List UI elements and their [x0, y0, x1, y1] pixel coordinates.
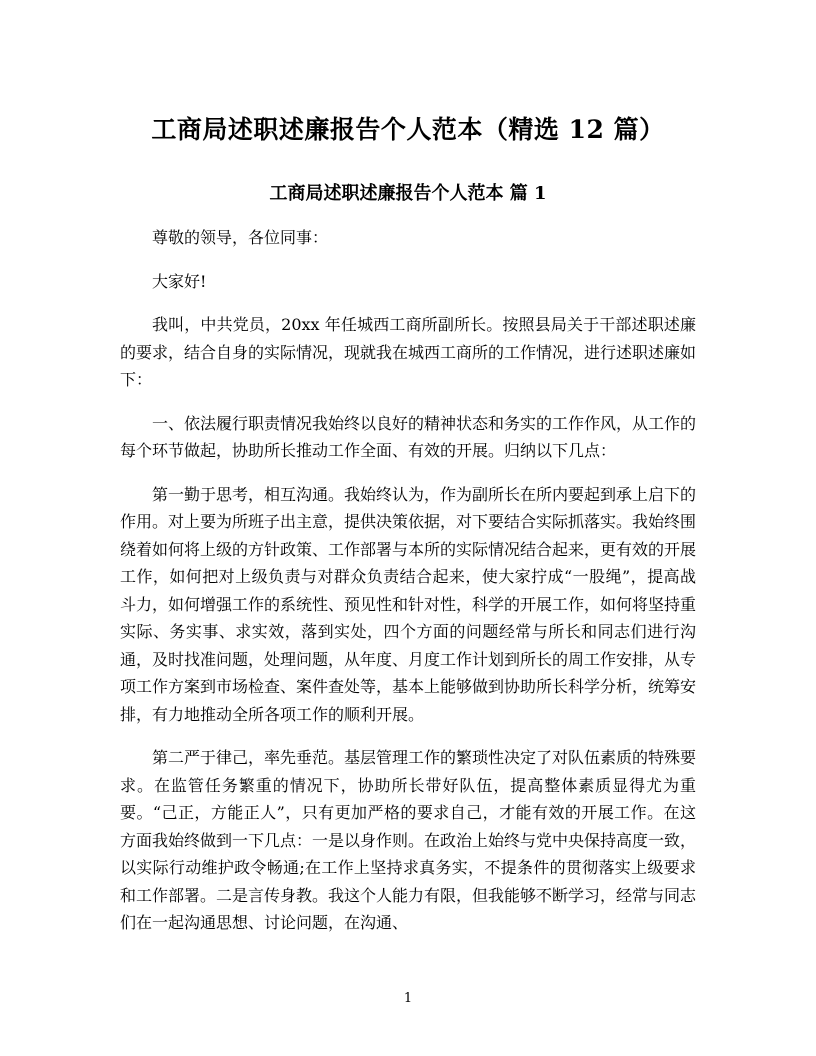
document-title: 工商局述职述廉报告个人范本（精选 12 篇）	[151, 115, 665, 144]
page-number: 1	[403, 991, 413, 1006]
greeting-paragraph: 大家好!	[152, 271, 207, 291]
duty-overview-paragraph: 一、依法履行职责情况我始终以良好的精神状态和务实的工作作风，从工作的每个环节做起，协助所长推动工作全面、有效的开展。归纳以下几点：	[120, 413, 697, 460]
salutation-paragraph: 尊敬的领导，各位同事：	[152, 228, 329, 247]
section-title: 工商局述职述廉报告个人范本 篇 1	[269, 183, 547, 204]
point-one-paragraph: 第一勤于思考，相互沟通。我始终认为，作为副所长在所内要起到承上启下的作用。对上要为所班子出主意，提供决策依据，对下要结合实际抓落实。我始终围绕着如何将上级的方针政策、工作部署与本所的实际情况结合起来，更有效的开展工作，如何把对上级负责与对群众负责结合起来，使大家拧成“一股绳”，提高战斗力，如何增强工作的系统性、预见性和针对性，科学的开展工作，如何将坚持重实际、务实事、求实效，落到实处，四个方面的问题经常与所长和同志们进行沟通，及时找准问题，处理问题，从年度、月度工作计划到所长的周工作安排，从专项工作方案到市场检查、案件查处等，基本上能够做到协助所长科学分析，统筹安排，有力地推动全所各项工作的顺利开展。	[120, 484, 697, 724]
intro-paragraph: 我叫，中共党员，20xx 年任城西工商所副所长。按照县局关于干部述职述廉的要求，结合自身的实际情况，现就我在城西工商所的工作情况，进行述职述廉如下：	[120, 315, 697, 389]
document-body	[120, 224, 696, 953]
point-two-paragraph: 第二严于律己，率先垂范。基层管理工作的繁琐性决定了对队伍素质的特殊要求。在监管任务繁重的情况下，协助所长带好队伍，提高整体素质显得尤为重要。“己正，方能正人”，只有更加严格的要求自己，才能有效的开展工作。在这方面我始终做到一下几点：一是以身作则。在政治上始终与党中央保持高度一致，以实际行动维护政令畅通;在工作上坚持求真务实，不提条件的贯彻落实上级要求和工作部署。二是言传身教。我这个人能力有限，但我能够不断学习，经常与同志们在一起沟通思想、讨论问题，在沟通、	[120, 748, 697, 932]
